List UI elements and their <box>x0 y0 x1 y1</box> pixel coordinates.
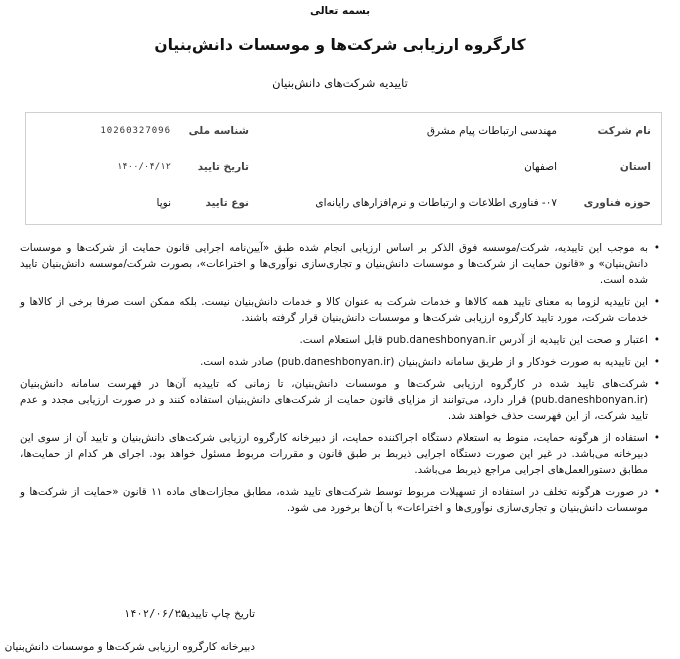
approval-date-label: تاریخ تایید <box>197 161 249 173</box>
province-value: اصفهان <box>524 161 557 173</box>
list-item-text: استفاده از هرگونه حمایت، منوط به استعلام دستگاه اجراکننده حمایت، از دبیرخانه کارگروه ارزیابی شرکت‌های دانش‌بنیان و تایید آن از سوی این دبیرخانه می‌باشد. در غیر این صورت دستگاه اجرایی ذیربط بر طبق قانون و مقررات مربوط مسئول خواهد بود. اجرای هر کدام از حمایت‌ها، مطابق دستورالعمل‌های اجرایی مراجع ذیربط می‌باشد. <box>20 432 648 476</box>
list-item <box>20 240 660 288</box>
list-item <box>20 430 660 478</box>
list-item-text: اعتبار و صحت این تاییدیه از آدرس pub.daneshbonyan.ir قابل استعلام است. <box>299 334 648 346</box>
list-item <box>20 376 660 424</box>
list-item <box>20 332 660 348</box>
bullet-icon: • <box>653 432 660 444</box>
basmala-heading: بسمه تعالی <box>309 5 371 17</box>
page-title: کارگروه ارزیابی شرکت‌ها و موسسات دانش‌بنیان <box>154 36 526 54</box>
terms-list <box>20 240 660 522</box>
tech-field-value: ۰۷- فناوری اطلاعات و ارتباطات و نرم‌افزارهای رایانه‌ای <box>315 197 557 209</box>
bullet-icon: • <box>653 296 660 308</box>
list-item-text: شرکت‌های تایید شده در کارگروه ارزیابی شرکت‌ها و موسسات دانش‌بنیان، تا زمانی که تاییدیه آن‌ها در فهرست سامانه دانش‌بنیان (pub.daneshbonyan.ir) قرار دارد، می‌توانند از مزایای قانون حمایت از شرکت‌های دانش‌بنیان استفاده کنند و در صورت ارزیابی مجدد و عدم تایید شرکت، از این فهرست حذف خواهند شد. <box>20 378 648 422</box>
bullet-icon: • <box>653 356 660 368</box>
list-item-text: این تاییدیه به صورت خودکار و از طریق سامانه دانش‌بنیان (pub.daneshbonyan.ir) صادر شده است. <box>200 356 648 368</box>
bullet-icon: • <box>653 378 660 390</box>
page-subtitle: تاییدیه شرکت‌های دانش‌بنیان <box>272 76 408 90</box>
company-info-box <box>25 112 662 225</box>
print-date-value: ۱۴۰۲/۰۶/۲۵ <box>123 608 187 620</box>
approval-date-value: ۱۴۰۰/۰۴/۱۲ <box>116 162 171 172</box>
national-id-value: 10260327096 <box>100 126 171 136</box>
province-label: استان <box>619 161 651 173</box>
info-row-province <box>26 149 661 185</box>
info-row-tech <box>26 185 661 221</box>
secretariat-signature: دبیرخانه کارگروه ارزیابی شرکت‌ها و موسسات دانش‌بنیان <box>4 641 255 653</box>
list-item <box>20 354 660 370</box>
approval-type-value: نوپا <box>156 197 171 209</box>
list-item-text: در صورت هرگونه تخلف در استفاده از تسهیلات مربوط توسط شرکت‌های تایید شده، مطابق مجازات‌های ماده ۱۱ قانون «حمایت از شرکت‌ها و موسسات دانش‌بنیان و تجاری‌سازی نوآوری‌ها و اختراعات» با آن‌ها برخورد می شود. <box>20 486 648 514</box>
list-item-text: این تاییدیه لزوما به معنای تایید همه کالاها و خدمات شرکت به عنوان کالا و خدمات دانش‌بنیان نیست. بلکه ممکن است صرفا برخی از کالاها و خدمات شرکت، مورد تایید کارگروه ارزیابی شرکت‌ها و موسسات دانش‌بنیان قرار گرفته باشند. <box>20 296 648 324</box>
company-label: نام شرکت <box>597 125 651 137</box>
approval-type-label: نوع تایید <box>205 197 249 209</box>
list-item <box>20 484 660 516</box>
list-item <box>20 294 660 326</box>
tech-field-label: حوزه فناوری <box>583 197 651 209</box>
national-id-label: شناسه ملی <box>188 125 249 137</box>
print-date-label: تاریخ چاپ تاییدیه: <box>178 608 255 620</box>
company-value: مهندسی ارتباطات پیام مشرق <box>426 125 557 137</box>
bullet-icon: • <box>653 486 660 498</box>
bullet-icon: • <box>653 334 660 346</box>
info-row-company <box>26 113 661 149</box>
list-item-text: به موجب این تاییدیه، شرکت/موسسه فوق الذکر بر اساس ارزیابی انجام شده طبق «آیین‌نامه اجرایی قانون حمایت از شرکت‌ها و موسسات دانش‌بنیان» و «قانون حمایت از شرکت‌ها و موسسات دانش‌بنیان و تجاری‌سازی نوآوری‌ها و اختراعات»، بصورت شرکت/موسسه دانش‌بنیان تایید شده است. <box>20 242 648 286</box>
bullet-icon: • <box>653 242 660 254</box>
